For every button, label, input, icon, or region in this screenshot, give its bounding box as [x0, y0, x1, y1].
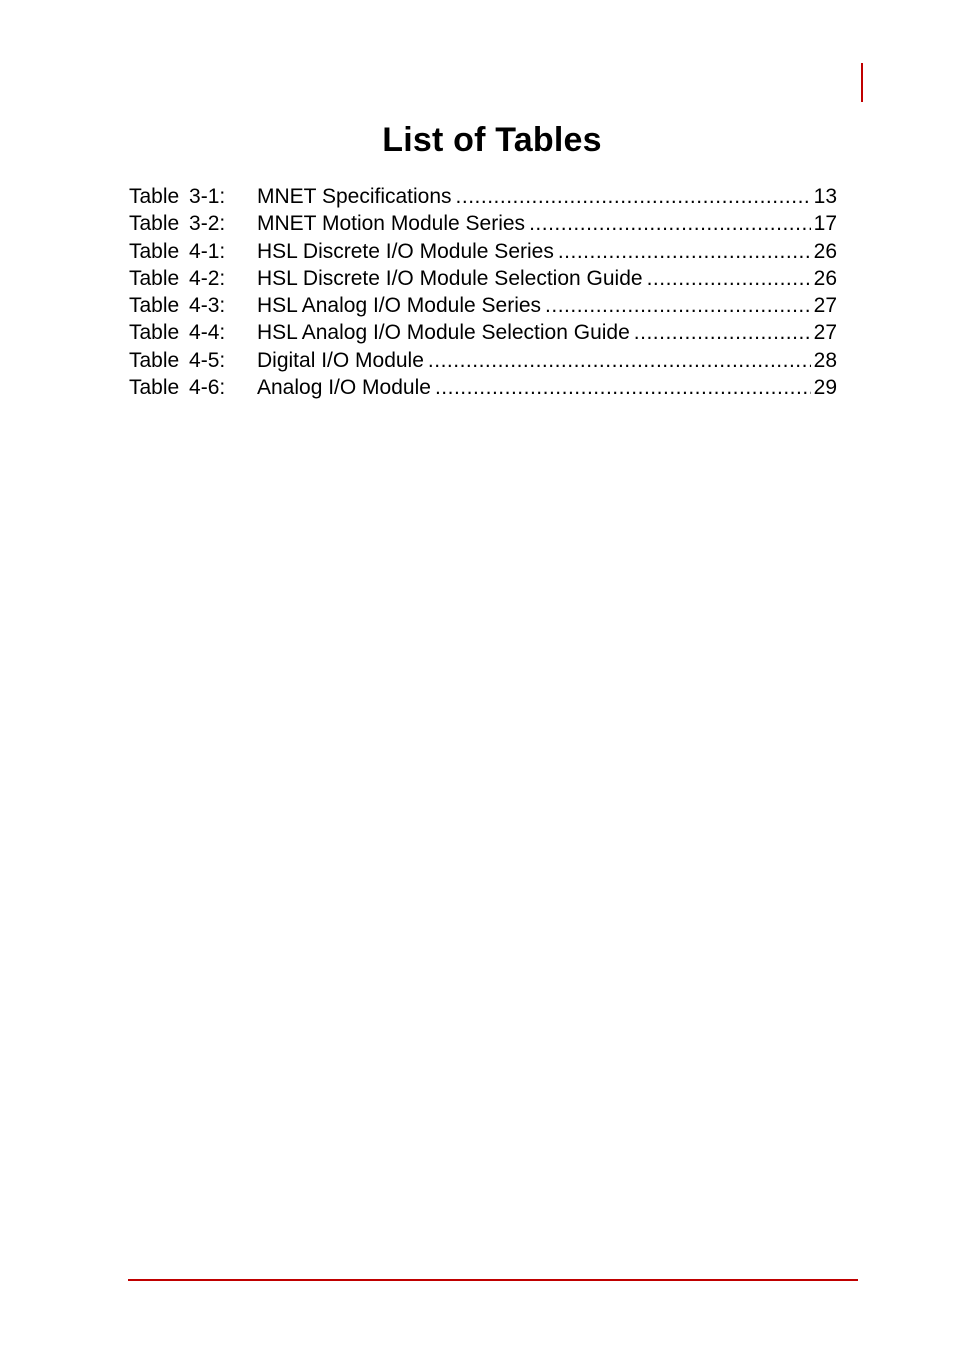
dot-leader	[634, 319, 811, 346]
toc-entry-page[interactable]: 28	[813, 348, 837, 372]
toc-entry-title[interactable]: HSL Discrete I/O Module Series	[257, 239, 554, 263]
dot-leader	[647, 265, 811, 292]
footer-rule	[128, 1279, 858, 1281]
toc-entry-title[interactable]: MNET Specifications	[257, 185, 452, 208]
toc-entry-label: Table 4-5:	[129, 348, 226, 372]
toc-entry-label: Table 4-4:	[129, 321, 226, 345]
toc-entry-page[interactable]: 26	[813, 239, 837, 263]
toc-entry-table-4-1[interactable]	[129, 238, 837, 265]
toc-entry-table-3-1[interactable]	[129, 183, 837, 210]
header-accent-mark	[861, 63, 863, 102]
dot-leader	[529, 210, 811, 237]
toc-entry-table-3-2[interactable]	[129, 210, 837, 237]
toc-entry-label: Table 4-6:	[129, 376, 226, 400]
toc-entry-page[interactable]: 29	[813, 376, 837, 400]
toc-entry-title[interactable]: Digital I/O Module	[257, 348, 424, 372]
toc-entry-title[interactable]: HSL Analog I/O Module Series	[257, 294, 542, 318]
toc-entry-page[interactable]: 27	[813, 321, 837, 345]
toc-entry-page[interactable]: 26	[813, 266, 837, 290]
toc-entry-label: Table 4-1:	[129, 239, 226, 263]
toc-entry-page[interactable]: 13	[813, 185, 837, 208]
toc-entry-table-4-3[interactable]	[129, 292, 837, 319]
toc-entry-label: Table 3-2:	[129, 212, 226, 236]
toc-entry-title[interactable]: MNET Motion Module Series	[257, 212, 526, 236]
page-title: List of Tables	[382, 121, 602, 159]
dot-leader	[558, 238, 811, 265]
toc-entry-title[interactable]: Analog I/O Module	[257, 376, 431, 400]
toc-entry-table-4-4[interactable]	[129, 319, 837, 346]
dot-leader	[428, 347, 811, 374]
toc-entry-title[interactable]: HSL Discrete I/O Module Selection Guide	[257, 266, 643, 290]
toc-entry-title[interactable]: HSL Analog I/O Module Selection Guide	[257, 321, 630, 345]
toc-entry-label: Table 4-3:	[129, 294, 226, 318]
toc-entry-page[interactable]: 17	[813, 212, 837, 236]
toc-entry-table-4-2[interactable]	[129, 265, 837, 292]
dot-leader	[456, 183, 811, 210]
toc-entry-table-4-6[interactable]	[129, 374, 837, 401]
list-of-tables	[129, 183, 837, 401]
toc-entry-table-4-5[interactable]	[129, 347, 837, 374]
dot-leader	[545, 292, 811, 319]
toc-entry-page[interactable]: 27	[813, 294, 837, 318]
dot-leader	[435, 374, 811, 401]
toc-entry-label: Table 4-2:	[129, 266, 226, 290]
toc-entry-label: Table 3-1:	[129, 185, 226, 208]
